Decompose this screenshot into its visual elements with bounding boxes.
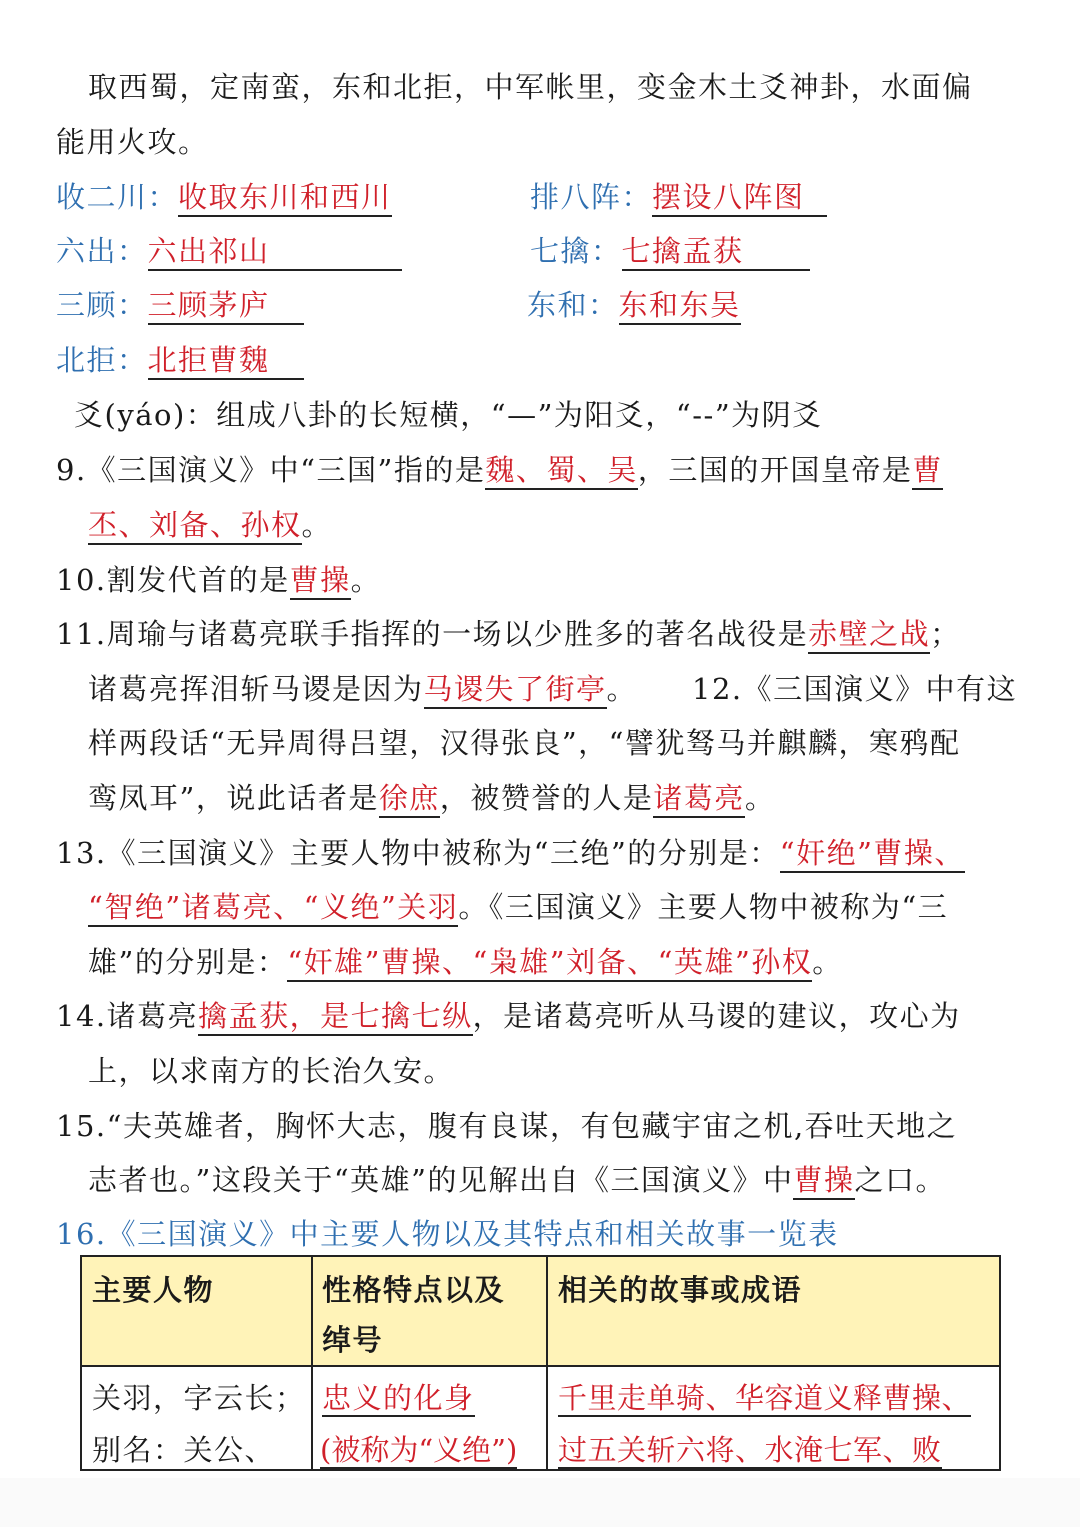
- term-label: 北拒：: [56, 343, 148, 377]
- q11-a2-suffix: 。: [606, 672, 638, 706]
- question-10: [56, 560, 381, 600]
- question-12-line-2: 样两段话“无异周得吕望，汉得张良”，“譬犹驽马并麒麟，寒鸦配: [88, 726, 961, 760]
- q10-answer: 曹操: [290, 563, 351, 600]
- term-answer: 六出祁山: [148, 234, 402, 271]
- term-row: [56, 177, 392, 217]
- question-13-line-3: [88, 942, 843, 982]
- q9-prefix: 9.《三国演义》中“三国”指的是: [56, 453, 486, 487]
- q15-line2-prefix: 志者也。”这段关于“英雄”的见解出自《三国演义》中: [88, 1163, 794, 1197]
- header-cell-traits: 性格特点以及: [322, 1273, 506, 1307]
- question-14-line-2: 上，以求南方的长治久安。: [88, 1054, 455, 1088]
- q9-answer-1: 魏、蜀、吴: [485, 453, 638, 490]
- question-9-line-2: [88, 505, 332, 545]
- term-row: [56, 231, 402, 271]
- q9-suffix: 。: [301, 508, 333, 542]
- term-answer: 七擒孟获: [622, 234, 810, 271]
- q13-answer-2: “奸雄”曹操、“枭雄”刘备、“英雄”孙权: [287, 945, 812, 982]
- q9-answer-2a: 曹: [912, 453, 943, 490]
- table-trait-text: (被称为“义绝”): [320, 1433, 518, 1467]
- question-13-line-2: [88, 887, 948, 927]
- table-column-divider: [546, 1257, 548, 1469]
- q13-line3-prefix: 雄”的分别是：: [88, 945, 288, 979]
- table-cell-story: [558, 1371, 971, 1425]
- q12-suffix: 。: [744, 781, 776, 815]
- question-9-line-1: [56, 450, 943, 490]
- q12-answer-1: 徐庶: [379, 781, 440, 818]
- q13-mid: 。《三国演义》主要人物中被称为“三: [458, 890, 949, 924]
- question-11-line-2: [88, 669, 637, 709]
- term-label: 收二川：: [56, 180, 179, 214]
- table-column-divider: [311, 1257, 313, 1469]
- q13-answer-1b: “智绝”诸葛亮、“义绝”关羽: [88, 890, 458, 927]
- q11-a1-suffix: ；: [930, 617, 961, 651]
- page-bottom-margin: [0, 1478, 1080, 1527]
- question-15-line-1: 15.“夫英雄者，胸怀大志，腹有良谋，有包藏宇宙之机,吞吐天地之: [56, 1109, 958, 1143]
- table-cell-name: 关羽，字云长；: [92, 1381, 306, 1415]
- term-answer: 三顾茅庐: [148, 288, 304, 325]
- header-cell-traits-nickname: 绰号: [322, 1323, 384, 1357]
- term-label: 七擒：: [530, 234, 622, 268]
- q12-answer-2: 诸葛亮: [653, 781, 745, 818]
- q14-prefix: 14.诸葛亮: [56, 999, 199, 1033]
- header-cell-character: 主要人物: [92, 1273, 215, 1307]
- q14-answer: 擒孟获，是七擒七纵: [198, 999, 473, 1036]
- term-row: [530, 231, 810, 271]
- term-row: [56, 340, 304, 380]
- table-story-text: 过五关斩六将、水淹七军、败: [558, 1433, 942, 1467]
- q10-prefix: 10.割发代首的是: [56, 563, 290, 597]
- table-cell-story: [558, 1423, 942, 1477]
- header-cell-stories: 相关的故事或成语: [558, 1273, 803, 1307]
- term-answer: 东和东吴: [619, 288, 741, 325]
- term-row: [56, 285, 304, 325]
- q15-suffix: 之口。: [854, 1163, 947, 1197]
- question-12-line-1: 12.《三国演义》中有这: [692, 672, 1018, 706]
- table-cell-trait: [322, 1371, 475, 1425]
- question-13-line-1: [56, 833, 965, 873]
- q10-suffix: 。: [350, 563, 382, 597]
- term-label: 六出：: [56, 234, 148, 268]
- term-answer: 摆设八阵图: [652, 180, 827, 217]
- table-header-row: [82, 1257, 999, 1367]
- q9-mid: ，三国的开国皇帝是: [637, 453, 913, 487]
- q15-answer: 曹操: [793, 1163, 854, 1200]
- question-16-title: 16.《三国演义》中主要人物以及其特点和相关故事一览表: [56, 1217, 839, 1251]
- term-answer: 收取东川和西川: [178, 180, 392, 217]
- table-story-text: 千里走单骑、华容道义释曹操、: [558, 1381, 972, 1415]
- term-label: 三顾：: [56, 288, 148, 322]
- q13-answer-1a: “奸绝”曹操、: [780, 836, 965, 873]
- intro-line-2: 能用火攻。: [56, 125, 209, 159]
- term-label: 东和：: [527, 288, 619, 322]
- q13-prefix: 13.《三国演义》主要人物中被称为“三绝”的分别是：: [56, 836, 780, 870]
- q13-suffix: 。: [812, 945, 843, 979]
- question-15-line-2: [88, 1160, 946, 1200]
- table-cell-name: 别名：关公、: [92, 1433, 276, 1467]
- term-answer: 北拒曹魏: [148, 343, 304, 380]
- q12-line3-prefix: 鸾凤耳”，说此话者是: [88, 781, 379, 815]
- question-14-line-1: [56, 996, 961, 1036]
- q14-suffix: ，是诸葛亮听从马谡的建议，攻心为: [472, 999, 961, 1033]
- characters-table: [80, 1255, 1001, 1471]
- q11-prefix: 11.周瑜与诸葛亮联手指挥的一场以少胜多的著名战役是: [56, 617, 809, 651]
- term-row: [530, 177, 827, 217]
- question-11-line-1: [56, 614, 961, 654]
- question-12-line-3: [88, 778, 775, 818]
- yao-note: 爻(yáo)：组成八卦的长短横，“—”为阳爻，“--”为阴爻: [74, 398, 823, 432]
- q9-answer-2b: 丕、刘备、孙权: [88, 508, 302, 545]
- q11-line2-prefix: 诸葛亮挥泪斩马谡是因为: [88, 672, 424, 706]
- q11-answer-2: 马谡失了街亭: [424, 672, 607, 709]
- q11-answer-1: 赤壁之战: [808, 617, 930, 654]
- term-label: 排八阵：: [530, 180, 653, 214]
- table-cell-trait: [320, 1423, 517, 1477]
- q12-mid: ，被赞誉的人是: [439, 781, 654, 815]
- term-row: [527, 285, 741, 325]
- table-trait-text: 忠义的化身: [322, 1381, 475, 1415]
- intro-line-1: 取西蜀，定南蛮，东和北拒，中军帐里，变金木土爻神卦，水面偏: [88, 70, 973, 104]
